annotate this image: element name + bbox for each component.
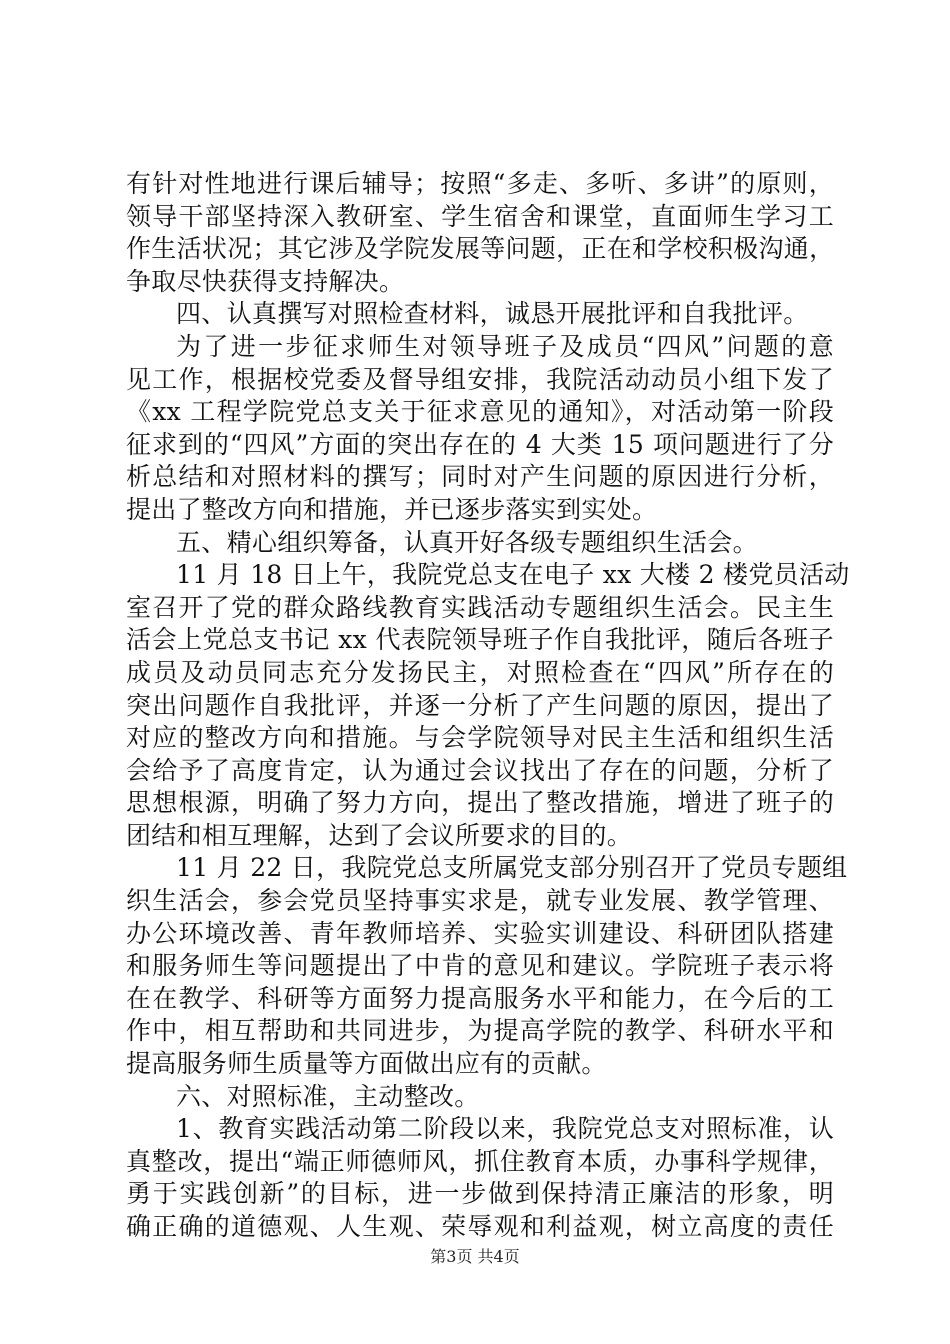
text-line: 领导干部坚持深入教研室、学生宿舍和课堂，直面师生学习工 bbox=[126, 201, 834, 231]
text-line: 对应的整改方向和措施。与会学院领导对民主生活和组织生活 bbox=[126, 723, 834, 753]
text-line: 11 月 22 日，我院党总支所属党支部分别召开了党员专题组 bbox=[176, 853, 848, 883]
text-line: 会给予了高度肯定，认为通过会议找出了存在的问题，分析了 bbox=[126, 755, 834, 785]
text-line: 《xx 工程学院党总支关于征求意见的通知》，对活动第一阶段 bbox=[126, 397, 834, 427]
text-line: 作中，相互帮助和共同进步，为提高学院的教学、科研水平和 bbox=[126, 1016, 834, 1046]
document-body bbox=[126, 168, 850, 1244]
text-line: 成员及动员同志充分发扬民主，对照检查在“四风”所存在的 bbox=[126, 657, 834, 687]
text-line: 办公环境改善、青年教师培养、实验实训建设、科研团队搭建 bbox=[126, 918, 834, 948]
text-line: 见工作，根据校党委及督导组安排，我院活动动员小组下发了 bbox=[126, 364, 834, 394]
text-line: 征求到的“四风”方面的突出存在的 4 大类 15 项问题进行了分 bbox=[126, 429, 834, 459]
page-footer: 第3页 共4页 bbox=[430, 1247, 520, 1266]
text-line: 五、精心组织筹备，认真开好各级专题组织生活会。 bbox=[176, 527, 758, 557]
text-line: 11 月 18 日上午，我院党总支在电子 xx 大楼 2 楼党员活动 bbox=[176, 560, 850, 590]
text-line: 析总结和对照材料的撰写；同时对产生问题的原因进行分析， bbox=[126, 462, 834, 492]
text-line: 确正确的道德观、人生观、荣辱观和利益观，树立高度的责任 bbox=[126, 1212, 834, 1241]
text-line: 在在教学、科研等方面努力提高服务水平和能力，在今后的工 bbox=[126, 983, 834, 1013]
text-line: 提出了整改方向和措施，并已逐步落实到实处。 bbox=[126, 494, 658, 524]
text-line: 突出问题作自我批评，并逐一分析了产生问题的原因，提出了 bbox=[126, 690, 834, 720]
text-line: 织生活会，参会党员坚持事实求是，就专业发展、教学管理、 bbox=[126, 886, 834, 916]
text-line: 提高服务师生质量等方面做出应有的贡献。 bbox=[126, 1049, 607, 1079]
text-line: 作生活状况；其它涉及学院发展等问题，正在和学校积极沟通， bbox=[126, 234, 835, 264]
text-line: 团结和相互理解，达到了会议所要求的目的。 bbox=[126, 820, 633, 850]
text-line: 思想根源，明确了努力方向，提出了整改措施，增进了班子的 bbox=[126, 788, 834, 818]
text-line: 有针对性地进行课后辅导；按照“多走、多听、多讲”的原则， bbox=[126, 169, 834, 198]
text-line: 为了进一步征求师生对领导班子及成员“四风”问题的意 bbox=[176, 331, 834, 361]
text-line: 争取尽快获得支持解决。 bbox=[126, 266, 405, 296]
text-line: 室召开了党的群众路线教育实践活动专题组织生活会。民主生 bbox=[126, 592, 834, 622]
text-line: 勇于实践创新”的目标，进一步做到保持清正廉洁的形象，明 bbox=[126, 1179, 834, 1209]
text-line: 六、对照标准，主动整改。 bbox=[176, 1081, 480, 1111]
text-line: 和服务师生等问题提出了中肯的意见和建议。学院班子表示将 bbox=[126, 951, 834, 981]
text-line: 1、教育实践活动第二阶段以来，我院党总支对照标准，认 bbox=[176, 1114, 834, 1144]
text-line: 四、认真撰写对照检查材料，诚恳开展批评和自我批评。 bbox=[176, 299, 809, 329]
text-line: 活会上党总支书记 xx 代表院领导班子作自我批评，随后各班子 bbox=[126, 625, 834, 655]
text-line: 真整改，提出“端正师德师风，抓住教育本质，办事科学规律， bbox=[126, 1146, 834, 1176]
